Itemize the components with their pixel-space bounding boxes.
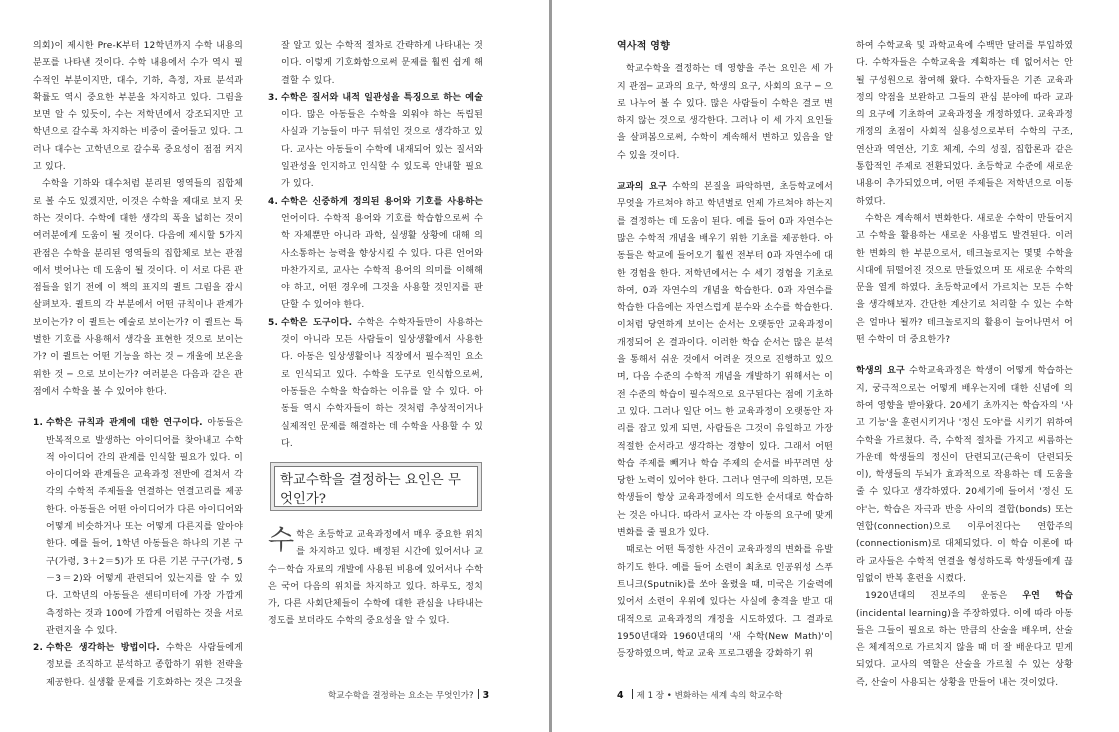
paragraph-end: (incidental learning)을 주장하였다. 이에 따라 아동들은 그들이 필요로 하는 만큼의 산술을 배우며, 산술은 체계적으로 가르치지 않을 때 더 잘 배운다고 믿게 되었다. 교사의 역할은 산술을 가르칠 수 있는 상황 즉, 산술이 사용되는 상황을 만들어 내는 것이었다. xyxy=(856,608,1073,688)
footer-divider xyxy=(632,689,633,699)
list-item-body: 언어이다. 수학적 용어와 기호를 학습함으로써 수학 자체뿐만 아니라 과학, 실생활 상황에 대해 의사소통하는 능력을 향상시킬 수 있다. 다른 언어와 마찬가지로, 교사는 수학적 용어의 의미를 이해해야 하고, 어떤 경우에 그것을 사용할 것인지를 판단할 수 있어야 한다. xyxy=(281,213,483,311)
drop-cap: 수 xyxy=(268,525,295,556)
subheading: 교과의 요구 xyxy=(617,182,667,193)
paragraph: 학교수학을 결정하는 데 영향을 주는 요인은 세 가지 관점─ 교과의 요구, 학생의 요구, 사회의 요구 ─ 으로 나누어 볼 수 있다. 많은 사람들이 수학은 결코 변하지 않는 것으로 생각한다. 그러나 이 세 가지 요인들을 살펴봄으로써, 수학이 계속해서 변하고 있음을 알 수 있을 것이다. xyxy=(617,64,833,161)
list-number: 3. xyxy=(268,92,279,103)
list-item-body: 이다. 많은 아동들은 수학을 외워야 하는 독립된 사실과 기능들이 마구 뒤섞인 것으로 생각하고 있다. 교사는 아동들이 수학에 내재되어 있는 질서와 일관성을 인지하고 인식할 수 있도록 안내할 필요가 있다. xyxy=(281,110,483,190)
footer-running-title: 제 1 장 • 변화하는 세계 속의 학교수학 xyxy=(636,691,783,701)
list-number: 5. xyxy=(268,317,279,328)
paragraph: 의회)이 제시한 Pre-K부터 12학년까지 수학 내용의 분포를 나타낸 것이다. 수학 내용에서 수가 역시 필수적인 부분이지만, 대수, 기하, 측정, 자료 분석과 확률도 역시 중요한 부분을 차지하고 있다. 그림을 보면 알 수 있듯이, 수는 저학년에서 강조되지만 고학년으로 갈수록 차지하는 비중이 줄어들고 있다. 그러나 대수는 고학년으로 갈수록 중요성이 점점 커지고 있다. xyxy=(33,41,243,173)
right-page xyxy=(552,0,1119,732)
left-footer xyxy=(328,689,489,701)
subheading: 학생의 요구 xyxy=(856,366,905,377)
perspective-list xyxy=(268,90,483,453)
list-item xyxy=(33,640,243,692)
section-body: 학은 초등학교 교육과정에서 매우 중요한 위치를 차지하고 있다. 배정된 시간에 있어서나 교수－학습 자료의 개발에 사용된 비용에 있어서나 수학은 국어 다음의 위치를 차지하고 있다. 하루도, 정치가, 다른 사회단체들이 수학에 대한 관심을 나타내는 정도를 보더라도 수학의 중요성을 알 수 있다. xyxy=(268,530,483,627)
paragraph: 하여 수학교육 및 과학교육에 수백만 달러를 투입하였다. 수학자들은 수학교육을 계획하는 데 없어서는 안 될 구성원으로 참여해 왔다. 수학자들은 기존 교육과정의 약점을 보완하고 그들의 관심 분야에 따라 교과의 요구에 기초하여 교육과정을 개정하였다. 교육과정 개정의 초점이 사회적 실용성으로부터 수학의 구조, 연산과 역연산, 기호 체계, 수의 성질, 집합론과 같은 통합적인 주제로 전환되었다. 초등학교 수준에 새로운 내용이 추가되었으며, 어떤 주제들은 저학년으로 이동하였다. xyxy=(856,41,1073,207)
section-title: 학교수학을 결정하는 요인은 무엇인가? xyxy=(274,466,478,507)
paragraph: 수학교육과정은 학생이 어떻게 학습하는지, 궁극적으로는 어떻게 배우는지에 대한 신념에 의하여 영향을 받아왔다. 20세기 초까지는 학습자의 '사고 기능'을 훈련시키거나 '정신 도야'를 시키기 위하여 수학을 가르쳤다. 즉, 수학적 절차를 가지고 씨름하는 가운데 학생들의 정신이 단련되고(근육이 단련되듯이), 학생들의 두뇌가 효과적으로 작용하는 데 도움을 줄 수 있다고 생각하였다. 20세기에 들어서 '정신 도야'는, 학습은 자극과 반응 사이의 결합(bonds) 또는 연합(connection)으로 이루어진다는 연합주의(connectionism)로 대체되었다. 이 학습 이론에 따라 교사들은 수학적 연결을 형성하도록 학생들에게 끊임없이 반복 훈련을 시켰다. xyxy=(856,366,1073,584)
list-item-lead: 수학은 신중하게 정의된 용어와 기호를 사용하는 xyxy=(281,196,483,207)
list-item-body: 수학은 사람들에게 정보를 조직하고 분석하고 종합하기 위한 전략을 제공한다. 실생활 문제를 기호화하는 것은 그것을 xyxy=(46,643,243,688)
right-column-1 xyxy=(617,38,833,663)
paragraph: 수학의 본질을 파악하면, 초등학교에서 무엇을 가르쳐야 하고 학년별로 언제 가르쳐야 하는지를 결정하는 데 도움이 된다. 예를 들어 0과 자연수는 많은 수학적 개념을 배우기 위한 기초를 제공한다. 아동들은 학교에 들어오기 훨씬 전부터 0과 자연수에 대한 경험을 한다. 저학년에서는 수 세기 경험을 기초로 하여, 0과 자연수의 개념을 학습한다. 0과 자연수를 학습한 다음에는 자연스럽게 분수와 소수를 학습한다. 이처럼 당연하게 보이는 순서는 오랫동안 교육과정이 개정되어 온 결과이다. 이러한 학습 순서는 많은 분석을 통해서 쉬운 것에서 어려운 것으로 진행하고 있으며, 다음 수준의 수학적 개념을 개발하기 위해서는 이전 수준의 학습이 필수적으로 요구된다는 점에 기초하고 있다. 그러나 일단 어느 한 교육과정이 오랫동안 자리를 잡고 있게 되면, 사람들은 그것이 유일하고 가장 적절한 순서라고 생각하는 경향이 있다. 그래서 어떤 학습 주제를 빼거나 학습 주제의 순서를 바꾸려면 상당한 노력이 있어야 한다. 그러나 연구에 의하면, 모든 학생들이 항상 교육과정에서 의도한 순서대로 학습하는 것은 아니다. 따라서 교사는 각 아동의 요구에 맞게 변화를 줄 필요가 있다. xyxy=(617,182,833,539)
footer-divider xyxy=(478,689,479,699)
perspective-list xyxy=(33,415,243,692)
list-item-lead: 수학은 도구이다. xyxy=(281,317,353,328)
right-column-2 xyxy=(856,38,1073,692)
paragraph: 수학은 계속해서 변화한다. 새로운 수학이 만들어지고 수학을 활용하는 새로운 사용법도 발견된다. 이러한 변화의 한 부분으로서, 테크놀로지는 몇몇 수학을 시대에 뒤떨어진 것으로 만들었으며 또 새로운 수학의 문을 열게 하였다. 초등학교에서 가르치는 모든 수학을 생각해보자. 간단한 계산기로 처리할 수 있는 수학은 얼마나 될까? 테크놀로지의 활용이 늘어나면서 어떤 수학이 더 중요한가? xyxy=(856,213,1073,346)
list-item-lead: 수학은 질서와 내적 일관성을 특징으로 하는 예술 xyxy=(281,92,483,103)
section-heading: 역사적 영향 xyxy=(617,41,670,52)
paragraph: 수학을 기하와 대수처럼 분리된 영역들의 집합체로 볼 수도 있겠지만, 이것은 수학을 제대로 보지 못하는 것이다. 수학에 대한 생각의 폭을 넓히는 것이 여러분에게 도움이 될 것이다. 다음에 제시할 5가지 관점은 수학을 분리된 영역들의 집합체로 보는 관점에서 벗어나는 데 도움이 될 것이다. 이 서로 다른 관점들을 읽기 전에 이 책의 표지의 퀼트 그림을 잠시 살펴보자. 퀼트의 각 부분에서 어떤 규칙이나 관계가 보이는가? 이 퀼트는 예술로 보이는가? 이 퀼트는 특별한 기호를 사용해서 생각을 표현한 것으로 보이는가? 이 퀼트는 어떤 기능을 하는 것 ─ 개울에 보온을 위한 것 ─ 으로 보이는가? 여러분은 다음과 같은 관점에서 수학을 볼 수 있어야 한다. xyxy=(33,179,243,397)
list-item-body: 수학은 수학자들만이 사용하는 것이 아니라 모든 사람들이 일상생활에서 사용한다. 아동은 일상생활이나 직장에서 필수적인 요소로 인식되고 있다. 수학을 도구로 인식함으로써, 아동들은 수학을 학습하는 이유를 알 수 있다. 아동들 역시 수학자들이 하는 것처럼 추상적이거나 실제적인 문제를 해결하는 데 수학을 사용할 수 있다. xyxy=(281,317,483,449)
list-item-lead: 수학은 생각하는 방법이다. xyxy=(46,643,160,654)
left-column-1 xyxy=(33,38,243,692)
list-item xyxy=(268,194,483,315)
list-number: 2. xyxy=(33,643,44,654)
list-item xyxy=(33,415,243,640)
list-item-lead: 수학은 규칙과 관계에 대한 연구이다. xyxy=(46,418,203,429)
right-footer xyxy=(617,689,782,701)
paragraph: 때로는 어떤 특정한 사건이 교육과정의 변화를 유발하기도 한다. 예를 들어 소련이 최초로 인공위성 스푸트니크(Sputnik)를 쏘아 올렸을 때, 미국은 기술력에 있어서 소련이 우위에 있다는 사실에 충격을 받고 대대적으로 교육과정의 개정을 시도하였다. 그 결과로 1950년대와 1960년대의 '새 수학(New Math)'이 등장하였으며, 학교 교육 프로그램을 강화하기 위 xyxy=(617,545,833,660)
list-item xyxy=(268,315,483,453)
section-heading-box xyxy=(270,462,482,511)
left-column-2 xyxy=(268,38,483,453)
list-number: 4. xyxy=(268,196,279,207)
list-item-body: 아동들은 반복적으로 발생하는 아이디어를 찾아내고 수학적 아이디어 간의 관계를 인식할 필요가 있다. 이 아이디어와 관계들은 교육과정 전반에 걸쳐서 각각의 수학적 주제들을 연결하는 연결고리를 제공한다. 아동들은 어떤 아이디어가 다른 아이디어와 어떻게 비슷하거나 또는 어떻게 다른지를 알아야 한다. 예를 들어, 1학년 아동들은 하나의 기본 구구(가령, 3＋2＝5)가 또 다른 기본 구구(가령, 5－3＝2)와 어떻게 관련되어 있는지를 알 수 있다. 고학년의 아동들은 센티미터에 가장 가깝게 측정하는 것과 100에 가깝게 어림하는 것을 서로 관련지을 수 있다. xyxy=(46,418,243,636)
section-intro xyxy=(268,527,483,631)
list-number: 1. xyxy=(33,418,44,429)
left-page xyxy=(0,0,549,732)
page-number: 4 xyxy=(617,690,624,701)
key-term: 우연 학습 xyxy=(1022,591,1073,602)
list-item xyxy=(268,90,483,194)
paragraph-start: 1920년대의 진보주의 운동은 xyxy=(865,591,1023,602)
footer-running-title: 학교수학을 결정하는 요소는 무엇인가? xyxy=(328,691,474,701)
paragraph: 잘 알고 있는 수학적 절차로 간략하게 나타내는 것이다. 이렇게 기호화함으로써 문제를 훨씬 쉽게 해결할 수 있다. xyxy=(281,41,483,86)
page-number: 3 xyxy=(482,690,490,701)
